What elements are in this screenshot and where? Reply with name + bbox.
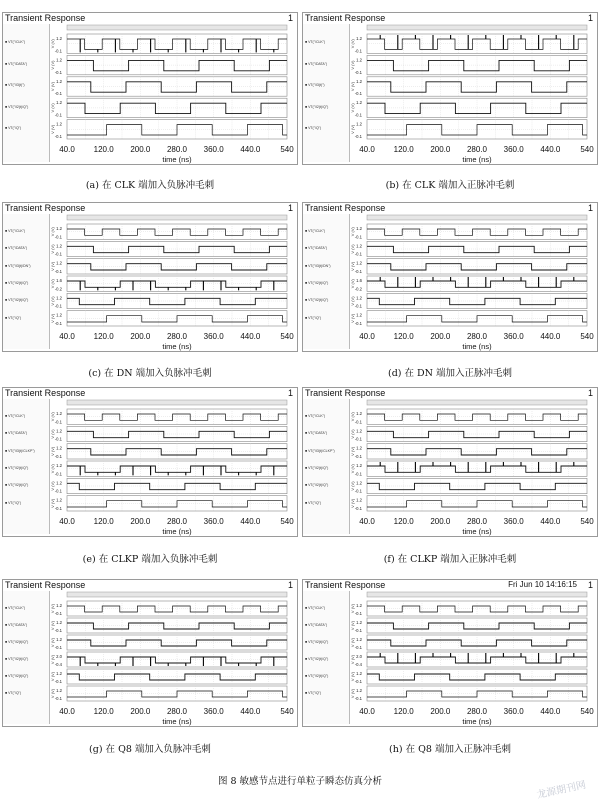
legend-item[interactable]: ■ VT("/DATA") (305, 61, 328, 66)
y-tick-label: -0.1 (54, 419, 62, 425)
x-tick-label: 360.0 (203, 145, 224, 154)
y-tick-label: 1.2 (56, 637, 62, 642)
y-tick-label: 1.2 (56, 243, 62, 249)
y-tick-label: -0.1 (354, 321, 362, 326)
subfigure-caption: (e) 在 CLKP 端加入负脉冲毛刺 (82, 554, 218, 565)
x-tick-label: 120.0 (393, 145, 414, 154)
y-tick-label: -0.1 (354, 48, 362, 54)
waveform-plot (303, 580, 597, 726)
y-tick-label: 1.2 (356, 637, 362, 642)
x-tick-label: 40.0 (59, 517, 75, 526)
subfigure-caption: (h) 在 Q8 端加入正脉冲毛刺 (389, 744, 511, 755)
y-tick-label: 1.6 (356, 278, 362, 283)
time-scrollbar (367, 592, 587, 597)
y-tick-label: 1.2 (56, 78, 62, 84)
legend-item[interactable]: ■ VT("/I3(t)/CLKP") (5, 448, 35, 453)
x-tick-label: 200.0 (430, 332, 451, 341)
y-tick-label: -0.1 (354, 628, 362, 633)
y-tick-label: -0.1 (54, 321, 62, 326)
y-axis-label: V (V) (50, 481, 55, 491)
y-tick-label: -0.1 (354, 419, 362, 425)
legend-item[interactable]: ■ VT("/I2(t)/Q") (305, 656, 329, 661)
x-tick-label: 120.0 (93, 517, 114, 526)
y-tick-label: -0.1 (354, 506, 362, 511)
y-tick-label: 1.2 (356, 260, 362, 266)
legend-item[interactable]: ■ VT("/I2(t)/Q") (5, 466, 29, 471)
x-tick-label: 440.0 (240, 145, 261, 154)
panel-number: 1 (287, 388, 293, 398)
chart-panel-h (302, 579, 598, 727)
panel-number: 1 (587, 203, 593, 213)
legend-item[interactable]: ■ VT("/Q") (305, 126, 322, 131)
y-tick-label: -0.1 (354, 488, 362, 494)
y-tick-label: -0.1 (54, 48, 62, 54)
time-scrollbar (67, 592, 287, 597)
x-tick-label: 280.0 (466, 707, 488, 716)
y-axis-label: V (V) (350, 412, 355, 422)
legend-item[interactable]: ■ VT("/Q") (305, 500, 322, 505)
y-axis-label: V (V) (350, 244, 355, 254)
y-axis-label: V (V) (50, 620, 55, 631)
waveform-plot (3, 13, 297, 164)
y-tick-label: 1.2 (56, 121, 62, 127)
panel-number: 1 (287, 203, 293, 213)
x-tick-label: 280.0 (166, 145, 188, 154)
x-tick-label: 120.0 (393, 517, 414, 526)
legend-item[interactable]: ■ VT("/Q") (5, 690, 22, 695)
x-tick-label: 40.0 (359, 707, 375, 716)
y-tick-label: -0.1 (54, 436, 62, 442)
x-tick-label: 540 (580, 517, 594, 526)
x-tick-label: 200.0 (130, 517, 151, 526)
chart-panel-a (2, 12, 298, 165)
y-tick-label: 1.2 (56, 428, 62, 434)
y-tick-label: -0.2 (54, 286, 62, 292)
y-tick-label: 1.2 (356, 243, 362, 249)
y-tick-label: -0.2 (354, 286, 362, 292)
y-axis-label: V (V) (350, 81, 355, 92)
x-tick-label: 280.0 (466, 145, 488, 154)
y-axis-label: V (V) (350, 227, 355, 237)
legend-item[interactable]: ■ VT("/I2(t)/Q") (5, 673, 29, 678)
y-tick-label: -0.1 (354, 611, 362, 616)
x-tick-label: 120.0 (93, 145, 114, 154)
x-tick-label: 360.0 (203, 517, 224, 526)
y-axis-label: V (V) (350, 103, 355, 113)
panel-title: Transient Response (305, 13, 386, 23)
legend-item[interactable]: ■ VT("/I2(t)/Q") (5, 656, 29, 661)
y-tick-label: -0.1 (54, 611, 62, 616)
legend-item[interactable]: ■ VT("/I2(t)/Q") (305, 639, 329, 644)
legend-item[interactable]: ■ VT("/DATA") (5, 431, 28, 436)
x-tick-label: 120.0 (93, 332, 114, 341)
y-tick-label: -0.1 (354, 69, 362, 75)
y-tick-label: -0.1 (54, 696, 62, 701)
x-axis-label: time (ns) (462, 342, 492, 351)
x-axis-label: time (ns) (462, 155, 492, 164)
y-axis-label: V (V) (350, 464, 355, 474)
y-tick-label: 1.2 (356, 36, 362, 41)
y-tick-label: 1.2 (56, 445, 62, 451)
x-tick-label: 360.0 (203, 332, 224, 341)
y-tick-label: -0.4 (354, 662, 362, 667)
y-tick-label: 1.2 (56, 260, 62, 266)
x-tick-label: 40.0 (59, 145, 75, 154)
x-tick-label: 540 (280, 707, 294, 716)
y-tick-label: -0.1 (354, 471, 362, 477)
y-tick-label: -0.1 (354, 112, 362, 118)
y-axis-label: V (V) (350, 124, 355, 134)
y-axis-label: V (V) (50, 296, 55, 306)
legend-item[interactable]: ■ VT("/CLK") (5, 414, 26, 419)
y-tick-label: -0.1 (354, 91, 362, 97)
x-tick-label: 540 (280, 517, 294, 526)
y-tick-label: 1.2 (356, 57, 362, 63)
y-tick-label: 1.2 (356, 312, 362, 318)
y-tick-label: -0.1 (54, 645, 62, 650)
x-tick-label: 440.0 (240, 707, 261, 716)
x-tick-label: 440.0 (540, 707, 561, 716)
y-tick-label: 1.2 (56, 226, 62, 231)
x-tick-label: 120.0 (393, 707, 414, 716)
y-tick-label: 2.0 (56, 654, 62, 659)
y-axis-label: V (V) (50, 103, 55, 113)
y-axis-label: V (V) (350, 446, 355, 456)
panel-title: Transient Response (5, 203, 86, 213)
y-tick-label: -0.1 (54, 112, 62, 118)
waveform-plot (303, 13, 597, 164)
legend-item[interactable]: ■ VT("/CLK") (305, 40, 326, 45)
waveform-plot (303, 388, 597, 536)
x-tick-label: 200.0 (130, 145, 151, 154)
y-axis-label: V (V) (350, 481, 355, 491)
legend-item[interactable]: ■ VT("/I2(t)/Q") (5, 298, 29, 303)
x-tick-label: 40.0 (359, 332, 375, 341)
legend-item[interactable]: ■ VT("/CLK") (305, 414, 326, 419)
y-axis-label: V (V) (350, 39, 355, 49)
x-tick-label: 360.0 (503, 145, 524, 154)
panel-number: 1 (587, 388, 593, 398)
legend-item[interactable]: ■ VT("/I2(t)/Q") (305, 298, 329, 303)
panel-number: 1 (287, 13, 293, 23)
y-axis-label: V (V) (50, 124, 55, 134)
legend-item[interactable]: ■ VT("/Q") (5, 315, 22, 320)
x-tick-label: 40.0 (359, 517, 375, 526)
legend-item[interactable]: ■ VT("/Q") (5, 126, 22, 131)
y-tick-label: 1.2 (56, 100, 62, 106)
y-axis-label: V (V) (50, 603, 55, 614)
x-tick-label: 360.0 (503, 707, 524, 716)
legend-item[interactable]: ■ VT("/DATA") (305, 246, 328, 251)
y-axis-label: V (V) (50, 446, 55, 456)
legend-item[interactable]: ■ VT("/I2(t)/Q") (305, 466, 329, 471)
y-tick-label: 1.2 (356, 620, 362, 625)
chart-panel-f (302, 387, 598, 537)
subfigure-caption: (b) 在 CLK 端加入正脉冲毛刺 (385, 180, 515, 191)
y-axis-label: V (V) (350, 688, 355, 699)
panel-number: 1 (587, 13, 593, 23)
y-tick-label: 2.0 (356, 654, 362, 659)
y-tick-label: 1.2 (56, 295, 62, 301)
legend-item[interactable]: ■ VT("/I2(t)/Q") (5, 639, 29, 644)
y-tick-label: -0.1 (354, 679, 362, 684)
waveform-plot (3, 388, 297, 536)
x-axis-label: time (ns) (162, 527, 192, 536)
x-tick-label: 200.0 (430, 707, 451, 716)
y-tick-label: 1.2 (56, 36, 62, 41)
legend-item[interactable]: ■ VT("/I2(t)/Q") (5, 281, 29, 286)
x-tick-label: 200.0 (430, 145, 451, 154)
x-tick-label: 120.0 (93, 707, 114, 716)
x-tick-label: 280.0 (166, 517, 188, 526)
y-tick-label: 1.2 (56, 480, 62, 486)
y-axis-label: V (V) (50, 244, 55, 254)
y-axis-label: V (V) (350, 429, 355, 439)
y-tick-label: -0.1 (354, 134, 362, 139)
chart-panel-g (2, 579, 298, 727)
legend-item[interactable]: ■ VT("/I3(t)/DN") (5, 263, 31, 268)
y-tick-label: 1.2 (56, 671, 62, 676)
panel-title: Transient Response (5, 580, 86, 590)
legend-item[interactable]: ■ VT("/DATA") (305, 622, 328, 627)
x-tick-label: 360.0 (503, 332, 524, 341)
x-tick-label: 280.0 (466, 517, 488, 526)
y-tick-label: 1.2 (356, 428, 362, 434)
x-tick-label: 120.0 (393, 332, 414, 341)
panel-title: Transient Response (305, 203, 386, 213)
legend-item[interactable]: ■ VT("/I2(t)/Q") (5, 483, 29, 488)
x-tick-label: 40.0 (359, 145, 375, 154)
y-tick-label: -0.1 (54, 91, 62, 97)
y-tick-label: 1.2 (56, 57, 62, 63)
y-axis-label: V (V) (350, 671, 355, 682)
y-tick-label: -0.1 (54, 628, 62, 633)
waveform-plot (3, 203, 297, 351)
legend-item[interactable]: ■ VT("/DATA") (5, 61, 28, 66)
y-tick-label: 1.2 (356, 480, 362, 486)
legend-item[interactable]: ■ VT("/CLK") (305, 229, 326, 234)
y-tick-label: -0.1 (54, 303, 62, 309)
legend-item[interactable]: ■ VT("/I3(t)") (5, 83, 25, 88)
y-tick-label: 1.2 (356, 226, 362, 231)
x-axis-label: time (ns) (462, 527, 492, 536)
legend-item[interactable]: ■ VT("/CLK") (305, 605, 326, 610)
y-axis-label: V (V) (350, 279, 355, 289)
y-tick-label: -0.4 (54, 662, 62, 667)
chart-panel-d (302, 202, 598, 352)
y-tick-label: 1.2 (56, 688, 62, 693)
x-tick-label: 200.0 (130, 707, 151, 716)
legend-item[interactable]: ■ VT("/DATA") (305, 431, 328, 436)
y-tick-label: -0.1 (54, 69, 62, 75)
y-axis-label: V (V) (50, 464, 55, 474)
legend-item[interactable]: ■ VT("/I2(t)/Q") (305, 104, 329, 109)
legend-item[interactable]: ■ VT("/CLK") (5, 229, 26, 234)
legend-item[interactable]: ■ VT("/I2(t)/Q") (305, 673, 329, 678)
y-axis-label: V (V) (350, 296, 355, 306)
y-tick-label: 1.2 (356, 497, 362, 503)
y-axis-label: V (V) (50, 637, 55, 648)
y-axis-label: V (V) (50, 671, 55, 682)
y-axis-label: V (V) (350, 261, 355, 271)
x-tick-label: 360.0 (203, 707, 224, 716)
y-tick-label: -0.1 (54, 471, 62, 477)
y-axis-label: V (V) (50, 412, 55, 422)
y-tick-label: 1.2 (56, 620, 62, 625)
x-tick-label: 280.0 (466, 332, 488, 341)
x-tick-label: 540 (280, 145, 294, 154)
y-tick-label: -0.1 (54, 251, 62, 257)
y-tick-label: -0.1 (354, 436, 362, 442)
legend-item[interactable]: ■ VT("/DATA") (5, 622, 28, 627)
y-tick-label: 1.2 (56, 463, 62, 468)
x-tick-label: 200.0 (430, 517, 451, 526)
y-axis-label: V (V) (350, 313, 355, 323)
y-tick-label: -0.1 (354, 269, 362, 274)
y-axis-label: V (V) (350, 654, 355, 665)
panel-title: Transient Response (5, 13, 86, 23)
y-tick-label: 1.2 (56, 603, 62, 608)
x-tick-label: 440.0 (540, 517, 561, 526)
x-tick-label: 440.0 (540, 332, 561, 341)
legend-item[interactable]: ■ VT("/Q") (305, 315, 322, 320)
y-axis-label: V (V) (350, 637, 355, 648)
legend-item[interactable]: ■ VT("/I3(t)/CLKP") (305, 448, 335, 453)
y-tick-label: 1.2 (356, 78, 362, 84)
y-tick-label: 1.2 (356, 121, 362, 127)
y-axis-label: V (V) (50, 39, 55, 49)
legend-item[interactable]: ■ VT("/I3(t)") (305, 83, 325, 88)
y-tick-label: 1.2 (356, 445, 362, 451)
legend-item[interactable]: ■ VT("/CLK") (5, 40, 26, 45)
y-axis-label: V (V) (50, 279, 55, 289)
panel-title: Transient Response (305, 388, 386, 398)
y-tick-label: -0.1 (354, 251, 362, 257)
y-tick-label: 1.2 (356, 295, 362, 301)
x-tick-label: 280.0 (166, 707, 188, 716)
subfigure-caption: (a) 在 CLK 端加入负脉冲毛刺 (85, 180, 215, 191)
y-tick-label: -0.1 (354, 645, 362, 650)
y-tick-label: -0.1 (54, 488, 62, 494)
time-scrollbar (67, 400, 287, 405)
waveform-plot (303, 203, 597, 351)
y-axis-label: V (V) (350, 498, 355, 508)
x-tick-label: 440.0 (240, 517, 261, 526)
x-tick-label: 200.0 (130, 332, 151, 341)
y-axis-label: V (V) (50, 429, 55, 439)
y-tick-label: 1.6 (56, 278, 62, 283)
y-tick-label: 1.2 (356, 688, 362, 693)
legend-item[interactable]: ■ VT("/CLK") (5, 605, 26, 610)
legend-item[interactable]: ■ VT("/I3(t)/DN") (305, 263, 331, 268)
x-tick-label: 540 (580, 145, 594, 154)
x-axis-label: time (ns) (462, 717, 492, 726)
y-axis-label: V (V) (350, 60, 355, 70)
subfigure-caption: (d) 在 DN 端加入正脉冲毛刺 (388, 368, 512, 379)
x-axis-label: time (ns) (162, 717, 192, 726)
y-tick-label: 1.2 (56, 312, 62, 318)
x-tick-label: 40.0 (59, 332, 75, 341)
y-axis-label: V (V) (50, 81, 55, 92)
panel-number: 1 (287, 580, 293, 590)
legend-item[interactable]: ■ VT("/DATA") (5, 246, 28, 251)
y-axis-label: V (V) (50, 498, 55, 508)
x-tick-label: 40.0 (59, 707, 75, 716)
subfigure-caption: (c) 在 DN 端加入负脉冲毛刺 (88, 368, 212, 379)
subfigure-caption: (f) 在 CLKP 端加入正脉冲毛刺 (383, 554, 517, 565)
y-tick-label: -0.1 (54, 679, 62, 684)
chart-panel-c (2, 202, 298, 352)
legend-item[interactable]: ■ VT("/Q") (305, 690, 322, 695)
y-tick-label: 1.2 (356, 100, 362, 106)
watermark: 龙源期刊网 (535, 779, 588, 802)
time-scrollbar (67, 215, 287, 220)
panel-title: Transient Response (5, 388, 86, 398)
y-tick-label: 1.2 (56, 497, 62, 503)
chart-panel-e (2, 387, 298, 537)
legend-item[interactable]: ■ VT("/I2(t)/Q") (5, 104, 29, 109)
y-tick-label: 1.2 (56, 411, 62, 416)
legend-item[interactable]: ■ VT("/I2(t)/Q") (305, 483, 329, 488)
y-tick-label: 1.2 (356, 463, 362, 468)
y-tick-label: -0.1 (54, 454, 62, 459)
y-tick-label: 1.2 (356, 671, 362, 676)
y-tick-label: -0.1 (54, 269, 62, 274)
y-tick-label: 1.2 (356, 411, 362, 416)
waveform-plot (3, 580, 297, 726)
y-axis-label: V (V) (50, 60, 55, 70)
x-tick-label: 360.0 (503, 517, 524, 526)
chart-panel-b (302, 12, 598, 165)
y-tick-label: -0.1 (354, 234, 362, 240)
y-axis-label: V (V) (350, 603, 355, 614)
y-axis-label: V (V) (50, 313, 55, 323)
time-scrollbar (67, 25, 287, 30)
legend-item[interactable]: ■ VT("/I2(t)/Q") (305, 281, 329, 286)
y-tick-label: -0.1 (354, 696, 362, 701)
time-scrollbar (367, 215, 587, 220)
y-tick-label: 1.2 (356, 603, 362, 608)
x-tick-label: 280.0 (166, 332, 188, 341)
y-axis-label: V (V) (50, 654, 55, 665)
panel-title: Transient Response (305, 580, 386, 590)
x-axis-label: time (ns) (162, 155, 192, 164)
y-tick-label: -0.1 (354, 303, 362, 309)
y-tick-label: -0.1 (54, 506, 62, 511)
panel-timestamp: Fri Jun 10 14:16:15 (508, 580, 577, 589)
legend-item[interactable]: ■ VT("/Q") (5, 500, 22, 505)
time-scrollbar (367, 400, 587, 405)
x-tick-label: 540 (580, 332, 594, 341)
panel-number: 1 (587, 580, 593, 590)
x-tick-label: 540 (280, 332, 294, 341)
x-tick-label: 540 (580, 707, 594, 716)
y-axis-label: V (V) (50, 261, 55, 271)
y-tick-label: -0.1 (54, 234, 62, 240)
subfigure-caption: (g) 在 Q8 端加入负脉冲毛刺 (89, 744, 211, 755)
x-tick-label: 440.0 (540, 145, 561, 154)
x-axis-label: time (ns) (162, 342, 192, 351)
x-tick-label: 440.0 (240, 332, 261, 341)
time-scrollbar (367, 25, 587, 30)
y-tick-label: -0.1 (54, 134, 62, 139)
y-axis-label: V (V) (350, 620, 355, 631)
y-tick-label: -0.1 (354, 454, 362, 459)
figure-caption: 图 8 敏感节点进行单粒子瞬态仿真分析 (217, 776, 383, 787)
y-axis-label: V (V) (50, 688, 55, 699)
y-axis-label: V (V) (50, 227, 55, 237)
